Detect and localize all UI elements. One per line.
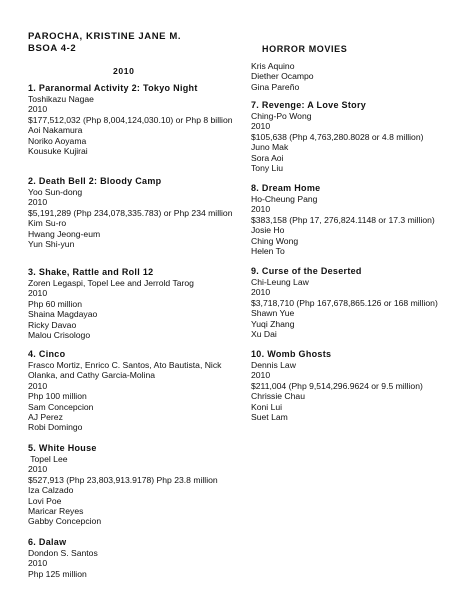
movie-director: Ching-Po Wong xyxy=(251,111,312,121)
movie-cast-member: Lovi Poe xyxy=(28,495,62,506)
movie-title: 1. Paranormal Activity 2: Tokyo Night xyxy=(28,83,198,93)
movie-details xyxy=(28,360,238,433)
movie-cast-member: Diether Ocampo xyxy=(251,71,314,82)
movie-gross: $383,158 (Php 17, 276,824.1148 or 17.3 million) xyxy=(251,214,435,225)
movie-cast-member: Sam Concepcion xyxy=(28,401,94,412)
movie-director: Dennis Law xyxy=(251,360,296,370)
movie-details xyxy=(28,454,238,527)
movie-cast-member: Iza Calzado xyxy=(28,485,74,496)
movie-director: Chi-Leung Law xyxy=(251,277,309,287)
movie-title: 9. Curse of the Deserted xyxy=(251,266,362,276)
movie-entry xyxy=(28,83,238,156)
movie-cast-member: Shawn Yue xyxy=(251,308,295,319)
movie-year: 2010 xyxy=(28,558,48,569)
movie-gross: $3,718,710 (Php 167,678,865.126 or 168 million) xyxy=(251,297,438,308)
movie-year: 2010 xyxy=(251,121,271,132)
movie-year: 2010 xyxy=(28,464,48,475)
movie-gross: $177,512,032 (Php 8,004,124,030.10) or Php 8 billion xyxy=(28,114,233,125)
movie-title: 7. Revenge: A Love Story xyxy=(251,100,367,110)
movie-gross: Php 60 million xyxy=(28,298,82,309)
movie-entry xyxy=(251,266,456,339)
movie-cast-member: Malou Crisologo xyxy=(28,330,91,341)
movie-entry xyxy=(251,349,456,422)
movie-entry xyxy=(251,100,456,173)
movie-gross: $5,191,289 (Php 234,078,335.783) or Php 234 million xyxy=(28,207,233,218)
movie-cast-member: Shaina Magdayao xyxy=(28,309,98,320)
movie-cast-member: Yun Shi-yun xyxy=(28,239,75,250)
section-label: BSOA 4-2 xyxy=(28,43,77,54)
movie-cast-member: Aoi Nakamura xyxy=(28,125,83,136)
movie-director: Topel Lee xyxy=(28,454,68,464)
movie-gross: $105,638 (Php 4,763,280.8028 or 4.8 million) xyxy=(251,131,424,142)
movie-entry xyxy=(28,349,238,433)
movie-director: Frasco Mortiz, Enrico C. Santos, Ato Bautista, Nick Olanka, and Cathy Garcia-Molina xyxy=(28,360,222,381)
movie-year: 2010 xyxy=(28,288,48,299)
movie-cast-member: Ching Wong xyxy=(251,235,299,246)
year-heading: 2010 xyxy=(113,66,135,76)
movie-director: Ho-Cheung Pang xyxy=(251,194,318,204)
movie-gross: Php 100 million xyxy=(28,391,87,402)
movie-cast-member: Kim Su-ro xyxy=(28,218,67,229)
movie-cast-member: Yuqi Zhang xyxy=(251,318,295,329)
movie-director: Yoo Sun-dong xyxy=(28,187,83,197)
movie-gross: Php 125 million xyxy=(28,568,87,579)
movie-entry xyxy=(251,183,456,256)
movie-title: 3. Shake, Rattle and Roll 12 xyxy=(28,267,154,277)
movie-gross: $211,004 (Php 9,514,296.9624 or 9.5 million) xyxy=(251,380,423,391)
movie-title: 6. Dalaw xyxy=(28,537,67,547)
movie-details xyxy=(28,187,238,249)
movie-entry xyxy=(28,176,238,249)
movie-details xyxy=(251,360,456,422)
movie-year: 2010 xyxy=(28,197,48,208)
movie-title: 2. Death Bell 2: Bloody Camp xyxy=(28,176,162,186)
movie-cast-member: AJ Perez xyxy=(28,412,63,423)
movie-cast-member: Gabby Concepcion xyxy=(28,516,102,527)
author-name: PAROCHA, KRISTINE JANE M. xyxy=(28,31,182,42)
movie-title: 5. White House xyxy=(28,443,97,453)
movie-details xyxy=(251,111,456,173)
movie-entry xyxy=(28,443,238,527)
movie-year: 2010 xyxy=(251,204,271,215)
movie-cast-member: Kris Aquino xyxy=(251,61,295,71)
movie-cast-member: Helen To xyxy=(251,246,285,257)
movie-gross: $527,913 (Php 23,803,913.9178) Php 23.8 million xyxy=(28,474,218,485)
movie-cast-member: Sora Aoi xyxy=(251,152,284,163)
movie-year: 2010 xyxy=(251,287,271,298)
movie-director: Toshikazu Nagae xyxy=(28,94,94,104)
movie-cast-member: Josie Ho xyxy=(251,225,285,236)
movie-director: Zoren Legaspi, Topel Lee and Jerrold Tarog xyxy=(28,278,194,288)
movie-cast-member: Koni Lui xyxy=(251,401,283,412)
movie-cast-member: Maricar Reyes xyxy=(28,506,84,517)
movie-title: 10. Womb Ghosts xyxy=(251,349,332,359)
movie-title: 4. Cinco xyxy=(28,349,66,359)
movie-details xyxy=(251,277,456,339)
movie-title: 8. Dream Home xyxy=(251,183,321,193)
movie-cast-member: Ricky Davao xyxy=(28,319,77,330)
movie-entry xyxy=(28,537,238,579)
movie-cast-member: Xu Dai xyxy=(251,329,277,340)
movie-cast-member: Hwang Jeong-eum xyxy=(28,228,101,239)
movie-cast-member: Kousuke Kujirai xyxy=(28,146,88,157)
movie-cast-member: Suet Lam xyxy=(251,412,288,423)
movie-continued-cast xyxy=(251,61,456,92)
movie-year: 2010 xyxy=(251,370,271,381)
movie-details xyxy=(251,194,456,256)
movie-cast-member: Noriko Aoyama xyxy=(28,135,87,146)
document-subject-title: HORROR MOVIES xyxy=(262,44,348,54)
movie-entry xyxy=(28,267,238,340)
movie-details xyxy=(251,61,456,92)
movie-cast-member: Chrissie Chau xyxy=(251,391,305,402)
movie-details xyxy=(28,278,238,340)
movie-cast-member: Gina Pareño xyxy=(251,81,300,92)
movie-cast-member: Robi Domingo xyxy=(28,422,83,433)
movie-cast-member: Tony Liu xyxy=(251,163,284,174)
movie-details xyxy=(28,548,238,579)
movie-details xyxy=(28,94,238,156)
movie-cast-member: Juno Mak xyxy=(251,142,289,153)
movie-year: 2010 xyxy=(28,104,48,115)
movie-year: 2010 xyxy=(28,380,48,391)
movie-director: Dondon S. Santos xyxy=(28,548,98,558)
